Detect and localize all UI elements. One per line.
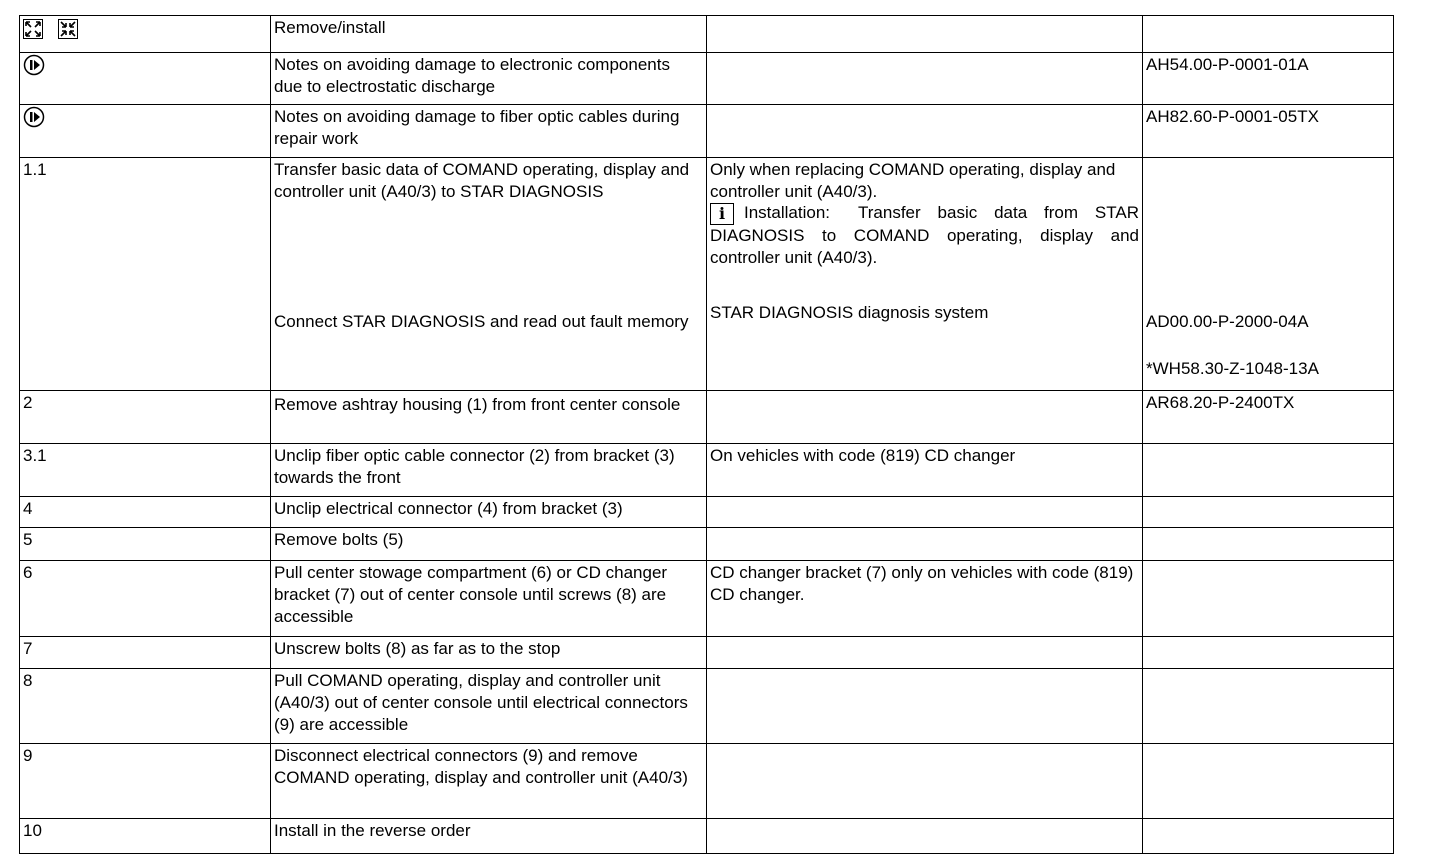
action-cell: Unclip fiber optic cable connector (2) from bracket (3) towards the front bbox=[271, 444, 707, 497]
reference-cell bbox=[1143, 637, 1394, 669]
reference-cell bbox=[1143, 444, 1394, 497]
reference-link[interactable]: AR68.20-P-2400TX bbox=[1143, 391, 1394, 444]
expand-icon[interactable] bbox=[23, 19, 43, 39]
action-cell: Notes on avoiding damage to electronic components due to electrostatic discharge bbox=[271, 53, 707, 105]
step-cell: 9 bbox=[20, 744, 271, 819]
reference-cell bbox=[1143, 158, 1394, 391]
step-cell bbox=[20, 105, 271, 158]
reference-cell bbox=[1143, 16, 1394, 53]
step-cell bbox=[20, 16, 271, 53]
note-cell: CD changer bracket (7) only on vehicles with code (819) CD changer. bbox=[707, 561, 1143, 637]
table-row bbox=[20, 105, 1394, 158]
step-cell: 4 bbox=[20, 497, 271, 528]
action-text-secondary: Connect STAR DIAGNOSIS and read out fault memory bbox=[274, 312, 689, 331]
note-cell bbox=[707, 16, 1143, 53]
step-cell: 1.1 bbox=[20, 158, 271, 391]
note-cell bbox=[707, 158, 1143, 391]
action-cell: Pull center stowage compartment (6) or CD changer bracket (7) out of center console until screws (8) are accessible bbox=[271, 561, 707, 637]
installation-text: Transfer basic data from STAR DIAGNOSIS to COMAND operating, display and controller unit (A40/3). bbox=[710, 203, 1139, 267]
reference-cell bbox=[1143, 819, 1394, 854]
note-cell: On vehicles with code (819) CD changer bbox=[707, 444, 1143, 497]
note-cell bbox=[707, 744, 1143, 819]
reference-cell bbox=[1143, 744, 1394, 819]
step-cell: 5 bbox=[20, 528, 271, 561]
installation-label: Installation: bbox=[744, 203, 830, 222]
table-row bbox=[20, 53, 1394, 105]
reference-link[interactable]: *WH58.30-Z-1048-13A bbox=[1146, 359, 1319, 378]
installation-note bbox=[710, 202, 1139, 310]
note-cell bbox=[707, 819, 1143, 854]
note-text: Only when replacing COMAND operating, display and controller unit (A40/3). bbox=[710, 160, 1116, 201]
reference-cell bbox=[1143, 561, 1394, 637]
note-cell bbox=[707, 637, 1143, 669]
note-cell bbox=[707, 391, 1143, 444]
note-cell bbox=[707, 105, 1143, 158]
table-row bbox=[20, 744, 1394, 819]
note-cell bbox=[707, 669, 1143, 744]
step-cell: 7 bbox=[20, 637, 271, 669]
notice-arrow-icon bbox=[23, 106, 45, 128]
step-cell: 3.1 bbox=[20, 444, 271, 497]
table-row bbox=[20, 391, 1394, 444]
action-text: Transfer basic data of COMAND operating, display and controller unit (A40/3) to STAR DIAGNOSIS bbox=[274, 160, 690, 201]
action-cell: Remove ashtray housing (1) from front center console bbox=[271, 391, 707, 444]
table-row bbox=[20, 819, 1394, 854]
notice-arrow-icon bbox=[23, 54, 45, 76]
collapse-icon[interactable] bbox=[58, 19, 78, 39]
diagnosis-system-note: STAR DIAGNOSIS diagnosis system bbox=[710, 303, 989, 322]
note-cell bbox=[707, 528, 1143, 561]
reference-link[interactable]: AH54.00-P-0001-01A bbox=[1143, 53, 1394, 105]
table-row bbox=[20, 561, 1394, 637]
action-cell: Remove/install bbox=[271, 16, 707, 53]
action-cell: Pull COMAND operating, display and controller unit (A40/3) out of center console until electrical connectors (9) are accessible bbox=[271, 669, 707, 744]
note-cell bbox=[707, 497, 1143, 528]
table-row bbox=[20, 444, 1394, 497]
table-row bbox=[20, 669, 1394, 744]
table-row bbox=[20, 528, 1394, 561]
action-cell: Notes on avoiding damage to fiber optic cables during repair work bbox=[271, 105, 707, 158]
action-cell: Unclip electrical connector (4) from bracket (3) bbox=[271, 497, 707, 528]
step-cell: 2 bbox=[20, 391, 271, 444]
table-row bbox=[20, 637, 1394, 669]
step-cell: 10 bbox=[20, 819, 271, 854]
note-cell bbox=[707, 53, 1143, 105]
reference-cell bbox=[1143, 528, 1394, 561]
procedure-table bbox=[19, 15, 1394, 854]
action-cell bbox=[271, 158, 707, 391]
reference-cell bbox=[1143, 497, 1394, 528]
action-cell: Disconnect electrical connectors (9) and remove COMAND operating, display and controller unit (A40/3) bbox=[271, 744, 707, 819]
step-cell: 6 bbox=[20, 561, 271, 637]
reference-link[interactable]: AH82.60-P-0001-05TX bbox=[1143, 105, 1394, 158]
table-row bbox=[20, 16, 1394, 53]
action-cell: Remove bolts (5) bbox=[271, 528, 707, 561]
step-cell bbox=[20, 53, 271, 105]
action-cell: Install in the reverse order bbox=[271, 819, 707, 854]
reference-cell bbox=[1143, 669, 1394, 744]
table-row bbox=[20, 497, 1394, 528]
step-cell: 8 bbox=[20, 669, 271, 744]
action-cell: Unscrew bolts (8) as far as to the stop bbox=[271, 637, 707, 669]
info-icon: i bbox=[710, 203, 734, 225]
table-row bbox=[20, 158, 1394, 391]
reference-link[interactable]: AD00.00-P-2000-04A bbox=[1146, 312, 1309, 331]
